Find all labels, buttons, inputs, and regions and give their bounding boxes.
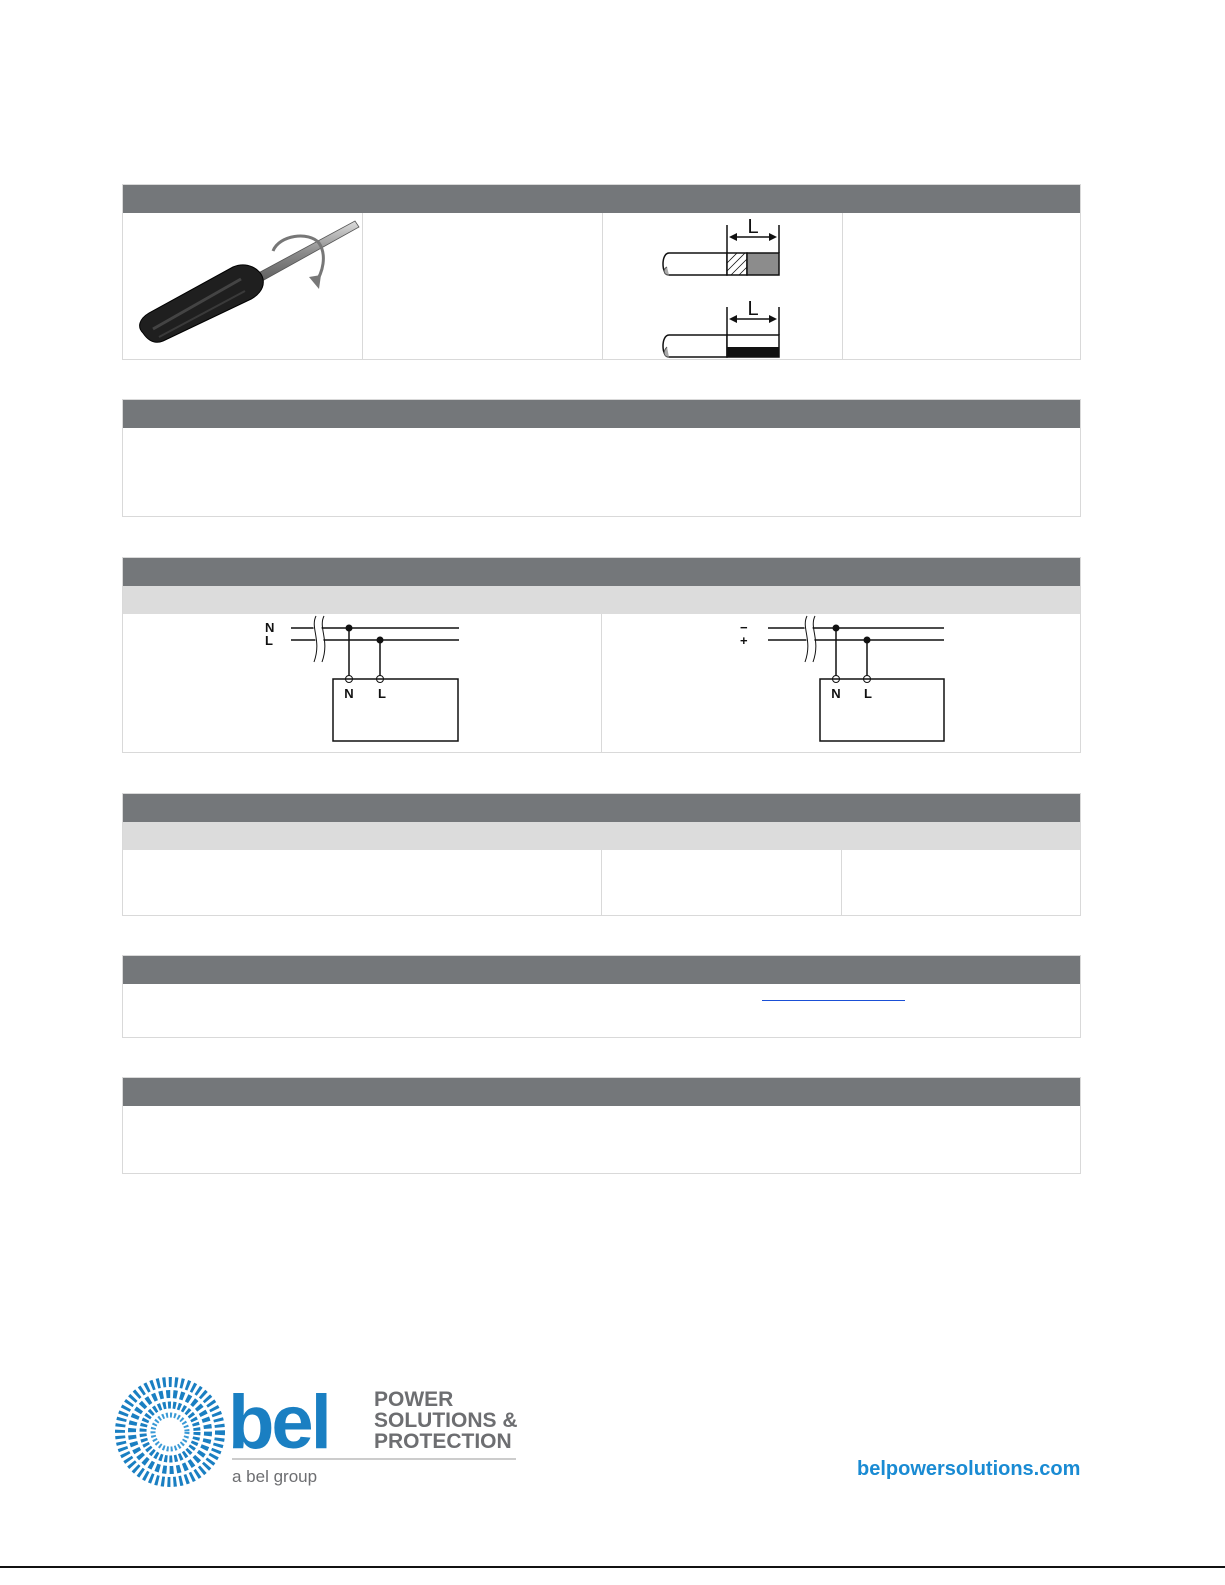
section-header: [123, 794, 1080, 822]
table-cell: [123, 850, 602, 915]
tool-text-cell: [363, 213, 603, 359]
tool-strip-section: [122, 184, 1081, 360]
line-label-minus: −: [740, 620, 748, 635]
terminal-label-l: L: [864, 686, 872, 701]
bel-logo[interactable]: [112, 1374, 532, 1492]
ac-wiring-diagram: [123, 614, 601, 752]
table-cell: [842, 850, 1080, 915]
info-section-3: [122, 955, 1081, 1038]
strip-text-cell: [843, 213, 1080, 359]
line-label-n: N: [265, 620, 275, 635]
section-header: [123, 185, 1080, 213]
footer-website-link[interactable]: belpowersolutions.com: [857, 1458, 1081, 1480]
logo-brand: bel: [228, 1380, 329, 1465]
section-header: [123, 956, 1080, 984]
section-subheader: [123, 822, 1080, 850]
terminal-label-l: L: [378, 686, 386, 701]
line-label-plus: +: [740, 633, 748, 648]
dc-wiring-diagram: [602, 614, 1080, 752]
connection-section: [122, 557, 1081, 753]
table-cell: [602, 850, 842, 915]
line-label-l: L: [265, 633, 273, 648]
terminal-label-n: N: [344, 686, 354, 701]
logo-emblem-icon: [120, 1382, 220, 1482]
page-bottom-rule: [0, 1566, 1225, 1568]
screwdriver-cell: [123, 213, 363, 359]
section-subheader: [123, 586, 1080, 614]
section-header: [123, 400, 1080, 428]
screwdriver-icon: [123, 213, 361, 359]
section-header: [123, 558, 1080, 586]
dc-connection-cell: [602, 614, 1080, 752]
logo-line-1: POWER: [374, 1388, 454, 1411]
logo-line-2: SOLUTIONS &: [374, 1409, 518, 1432]
info-section-1: [122, 399, 1081, 517]
strip-length-label: L: [747, 298, 759, 320]
logo-line-3: PROTECTION: [374, 1430, 512, 1453]
strip-diagram-cell: [603, 213, 843, 359]
ac-connection-cell: [123, 614, 602, 752]
terminal-label-n: N: [831, 686, 841, 701]
hyperlink[interactable]: [762, 1000, 905, 1001]
wire-strip-diagram: [603, 213, 841, 359]
info-section-2: [122, 793, 1081, 916]
info-section-4: [122, 1077, 1081, 1174]
strip-length-label: L: [747, 216, 759, 238]
logo-tagline: a bel group: [232, 1467, 318, 1486]
section-header: [123, 1078, 1080, 1106]
